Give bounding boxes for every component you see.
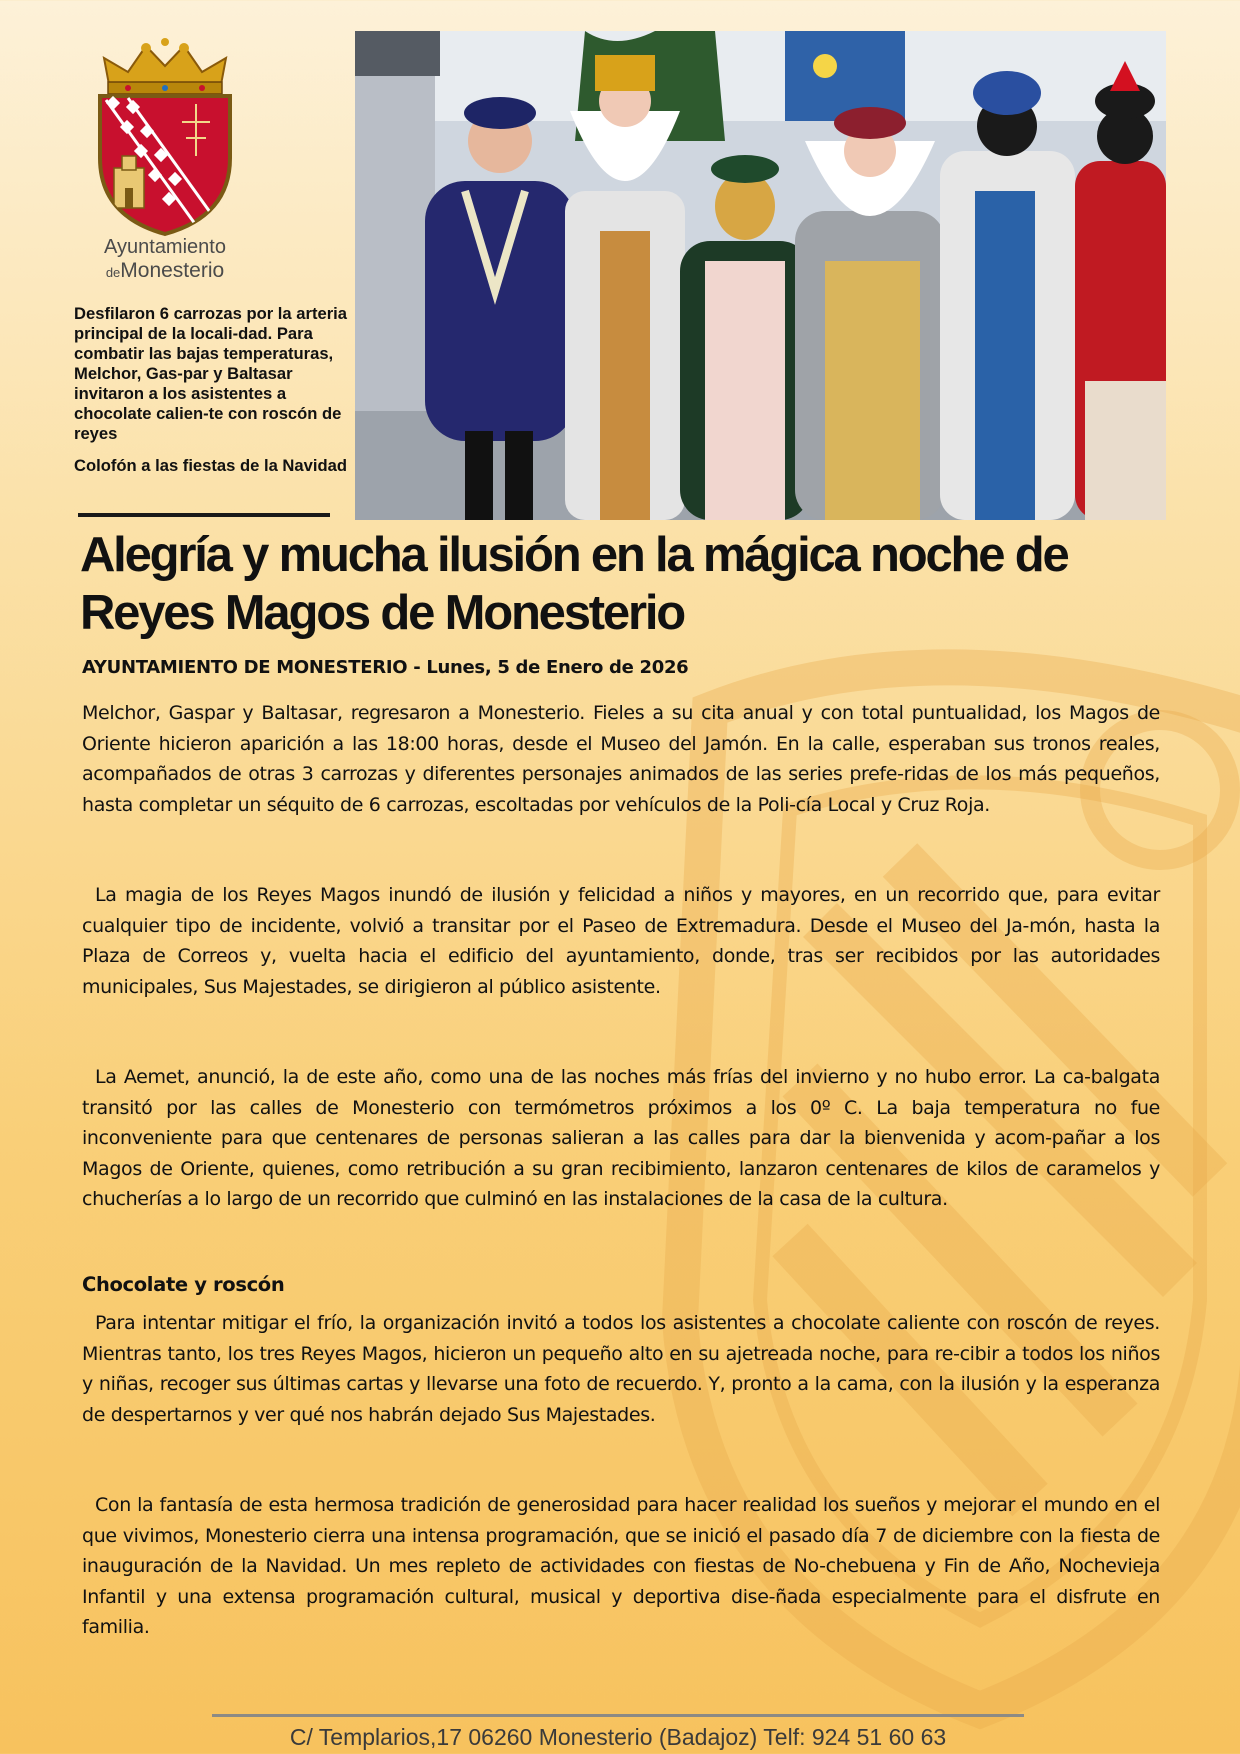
footer-address: C/ Templarios,17 06260 Monesterio (Badajoz) Telf: 924 51 60 63: [289, 1724, 947, 1750]
kings-photo: [355, 31, 1166, 520]
article-subheading: Chocolate y roscón: [82, 1272, 285, 1296]
article-paragraph-3: La Aemet, anunció, la de este año, como una de las noches más frías del invierno y no hubo error. La ca-balgata transitó por las calles de Monesterio con termómetros próximos a los 0º C. La baja temperatura no fue inconveniente para que centenares de personas salieran a las calles para dar la bienvenida y acom-pañar a los Magos de Oriente, quienes, como retribución a su gran recibimiento, lanzaron centenares de kilos de caramelos y chucherías a lo largo de un recorrido que culminó en las instalaciones de la casa de la cultura.: [82, 1066, 1160, 1210]
ayuntamiento-logo: [88, 38, 242, 288]
article-paragraph-2: La magia de los Reyes Magos inundó de ilusión y felicidad a niños y mayores, en un recorrido que, para evitar cualquier tipo de incidente, volvió a transitar por el Paseo de Extremadura. Desde el Museo del Ja-món, hasta la Plaza de Correos y, vuelta hacia el edificio del ayuntamiento, donde, tras ser recibidos por las autoridades municipales, Sus Majestades, se dirigieron al público asistente.: [82, 884, 1160, 998]
article-body: [82, 698, 1160, 1643]
article-paragraph-1: Melchor, Gaspar y Baltasar, regresaron a Monesterio. Fieles a su cita anual y con total puntualidad, los Magos de Oriente hicieron aparición a las 18:00 horas, desde el Museo del Jamón. En la calle, esperaban sus tronos reales, acompañados de otras 3 carrozas y diferentes personajes animados de las series prefe-ridas de los más pequeños, hasta completar un séquito de 6 carrozas, escoltadas por vehículos de la Poli-cía Local y Cruz Roja.: [82, 702, 1160, 816]
logo-text-ayuntamiento: Ayuntamiento: [104, 236, 226, 258]
byline: AYUNTAMIENTO DE MONESTERIO - Lunes, 5 de Enero de 2026: [82, 657, 689, 678]
logo-text-de: de: [105, 265, 121, 280]
footer-divider: [212, 1714, 1024, 1717]
logo-text-monesterio: [88, 259, 242, 283]
coat-of-arms-icon: [88, 38, 242, 238]
article-paragraph-5: Con la fantasía de esta hermosa tradición de generosidad para hacer realidad los sueños y mejorar el mundo en el que vivimos, Monesterio cierra una intensa programación, que se inició el pasado día 7 de diciembre con la fiesta de inauguración de la Navidad. Un mes repleto de actividades con fiestas de No-chebuena y Fin de Año, Nochevieja Infantil y una extensa programación cultural, musical y deportiva dise-ñada especialmente para el disfrute en familia.: [82, 1494, 1160, 1638]
kicker-text: Colofón a las fiestas de la Navidad: [74, 456, 347, 475]
article-paragraph-4: Para intentar mitigar el frío, la organización invitó a todos los asistentes a chocolate caliente con roscón de reyes. Mientras tanto, los tres Reyes Magos, hicieron un pequeño alto en su ajetreada noche, para re-cibir a todos los niños y niñas, recoger sus últimas cartas y llevarse una foto de recuerdo. Y, pronto a la cama, con la ilusión y la esperanza de despertarnos y ver qué nos habrán dejado Sus Majestades.: [82, 1312, 1160, 1426]
logo-text-town: Monesterio: [120, 259, 225, 282]
summary-text: Desfilaron 6 carrozas por la arteria principal de la locali-dad. Para combatir las bajas temperaturas, Melchor, Gas-par y Baltasar invitaron a los asistentes a chocolate calien-te con roscón de reyes: [74, 304, 347, 443]
sidebar-summary: [74, 304, 348, 476]
sidebar-divider: [78, 513, 330, 517]
headline: Alegría y mucha ilusión en la mágica noche de Reyes Magos de Monesterio: [80, 528, 1068, 640]
